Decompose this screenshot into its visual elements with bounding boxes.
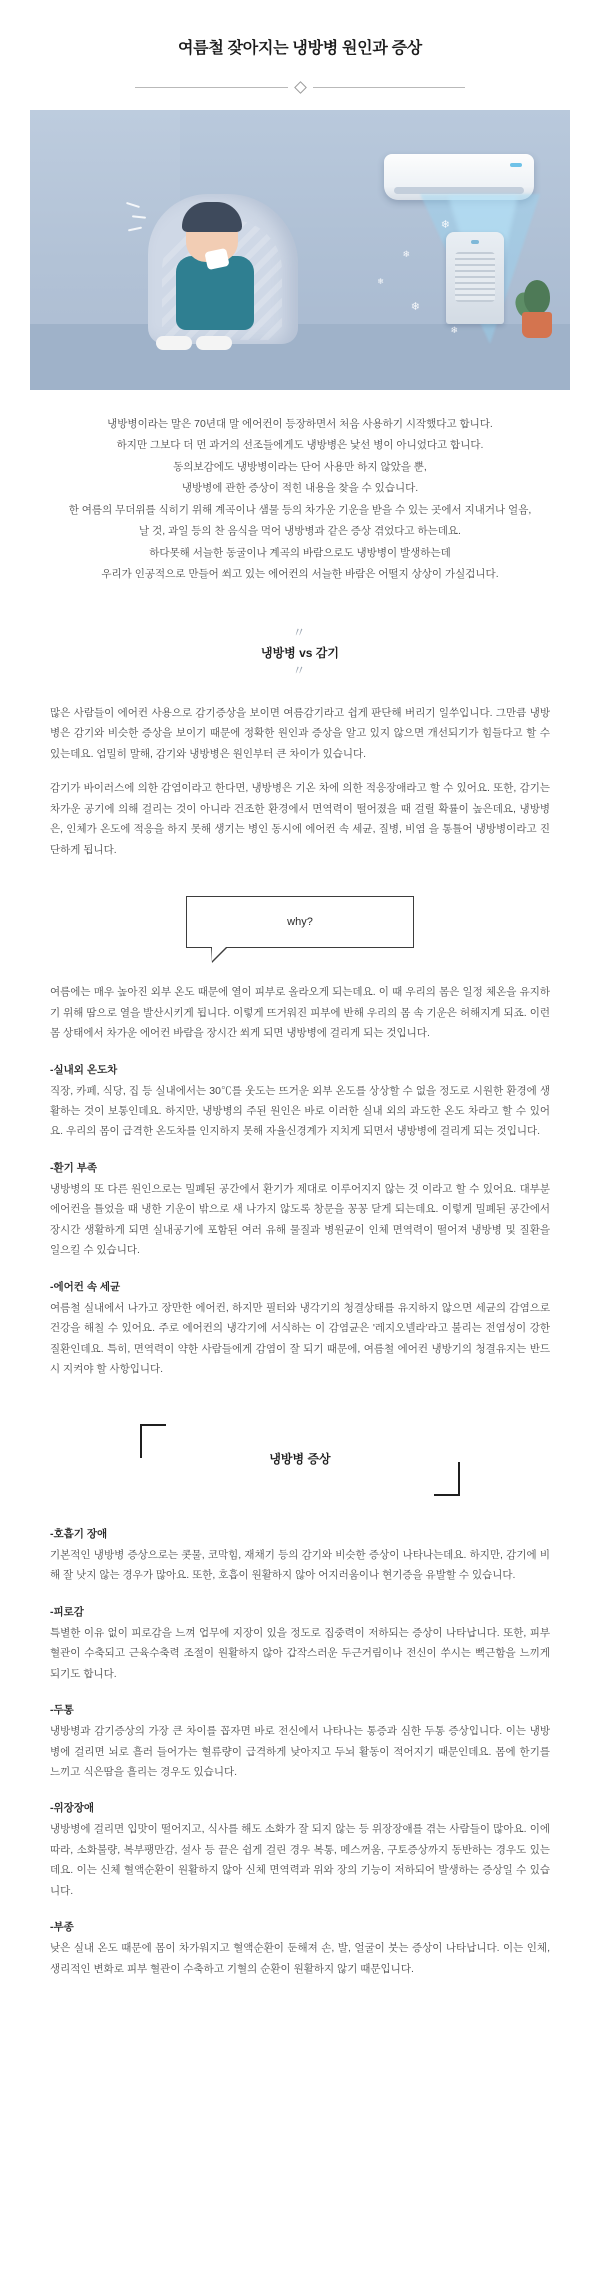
lead-line: 한 여름의 무더위를 식히기 위해 계곡이나 샘물 등의 차가운 기운을 받을 수 있는 곳에서 지내거나 얼음, [68,503,532,516]
hero-illustration [30,110,570,390]
cause-body-2: 냉방병의 또 다른 원인으로는 밀폐된 공간에서 환기가 제대로 이루어지지 않는 것 이라고 할 수 있어요. 대부분 에어컨을 틀었을 때 냉한 기운이 밖으로 새 나가지 않도록 창문을 꽁꽁 닫게 되는데요. 이렇게 밀폐된 공간에서 장시간 생활하게 되면 실내공기에 포함된 여러 유해 물질과 병원균이 인체 면역력이 떨어져 냉방병 및 질환을 일으킬 수 있습니다. [50,1182,550,1257]
diamond-divider [135,83,465,92]
lead-line: 하지만 그보다 더 먼 과거의 선조들에게도 냉방병은 낯선 병이 아니었다고 합니다. [116,439,484,452]
symptoms-heading-text: 냉방병 증상 [269,1451,331,1466]
symptom-body-1: 기본적인 냉방병 증상으로는 콧물, 코막힘, 재채기 등의 감기와 비슷한 증상이 나타나는데요. 하지만, 감기에 비해 잘 낫지 않는 경우가 많아요. 또한, 호흡이 원활하지 않아 어지러움이나 현기증을 유발할 수 있습니다. [50,1548,550,1582]
quote-open-icon: 〃 [292,624,308,640]
sneeze-lines [126,204,166,240]
why-bubble-text: why? [287,916,313,929]
lead-line: 동의보감에도 냉방병이라는 단어 사용만 하지 않았을 뿐, [173,460,427,473]
symptom-heading-4: -위장장애 [50,1802,95,1815]
plant-pot-icon [522,312,552,338]
snowflake-icon: ❄ [402,248,410,259]
cause-heading-2: -환기 부족 [50,1161,97,1174]
divider-line-right [313,87,466,88]
divider-line-left [135,87,288,88]
diamond-icon [294,81,307,94]
bracket-corner-bottom-right [434,1462,460,1496]
cause-body-3: 여름철 실내에서 나가고 장만한 에어컨, 하지만 필터와 냉각기의 청결상태를 유지하지 않으면 세균의 감염으로 건강을 해칠 수 있어요. 주로 에어컨의 냉각기에 서식하는 이 감염균은 '레지오넬라'라고 불리는 전염성이 강한 질환인데요. 특히, 면역력이 약한 사람들에게 감염이 잘 되기 때문에, 여름철 에어컨 냉방기의 청결유지는 반드시 지켜야 할 사항입니다. [50,1301,550,1376]
cause-heading-3: -에어컨 속 세균 [50,1280,121,1293]
person-shoe [156,336,192,350]
lead-line: 냉방병에 관한 증상이 적힌 내용을 찾을 수 있습니다. [181,482,419,495]
air-purifier-icon [446,232,504,324]
snowflake-icon: ❄ [440,218,450,231]
symptom-body-4: 냉방병에 걸리면 입맛이 떨어지고, 식사를 해도 소화가 잘 되지 않는 등 위장장애를 겪는 사람들이 많아요. 이에 따라, 소화불량, 복부팽만감, 설사 등 끝은 쉽게 걸린 경우 복통, 메스꺼움, 구토증상까지 동반하는 경우도 있는데요. 이는 신체 혈액순환이 원활하지 않아 신체 면역력과 위와 장의 기능이 저하되어 발생하는 증상일 수 있습니다. [50,1823,550,1897]
lead-text [50,414,550,586]
snowflake-icon: ❄ [410,300,420,313]
snowflake-icon: ❄ [377,276,384,286]
quote-close-icon: 〃 [292,662,308,678]
purifier-grill [455,252,495,302]
person-shoe [196,336,232,350]
plant-leaf [524,280,550,314]
paragraph: 감기가 바이러스에 의한 감염이라고 한다면, 냉방병은 기온 차에 의한 적응장애라고 할 수 있어요. 또한, 감기는 차가운 공기에 의해 걸리는 것이 아니라 건조한 환경에서 면역력이 떨어졌을 때 걸릴 확률이 높은데요, 냉방병은, 인체가 온도에 적응을 하지 못해 생기는 병인 동시에 에어컨 속 세균, 질병, 비염 을 통틀어 냉방병이라고 진단하게 됩니다. [50,782,550,856]
lead-line: 하다못해 서늘한 동굴이나 계곡의 바람으로도 냉방병이 발생하는데 [149,546,451,559]
paragraph: 여름에는 매우 높아진 외부 온도 때문에 열이 피부로 올라오게 되는데요. 이 때 우리의 몸은 일정 체온을 유지하기 위해 땀으로 열을 발산시키게 됩니다. 이렇게 뜨거워진 피부에 반해 우리의 몸 속 기운은 허해지게 되죠. 이런 몸 상태에서 차가운 에어컨 바람을 장시간 쐬게 되면 냉방병에 걸리게 되는 것입니다. [50,986,550,1040]
article-page [0,11,600,2010]
symptom-body-3: 냉방병과 감기증상의 가장 큰 차이를 꼽자면 바로 전신에서 나타나는 통증과 심한 두통 증상입니다. 이는 냉방병에 걸리면 뇌로 흘러 들어가는 혈류량이 급격하게 낮아지고 두뇌 활동이 적어지기 때문인데요. 몸에 한기를 느끼고 식은땀을 흘리는 경우도 있습니다. [50,1725,550,1778]
ac-led-icon [510,163,522,167]
section-heading-vs [0,626,600,677]
cause-body-1: 직장, 카페, 식당, 집 등 실내에서는 30℃를 웃도는 뜨거운 외부 온도를 상상할 수 없을 정도로 시원한 환경에 생활하는 것이 보통인데요. 하지만, 냉방병의 주된 원인은 바로 이러한 실내 외의 과도한 온도 차라고 할 수 있어요. 우리의 몸이 급격한 온도차를 인지하지 못해 자율신경계가 지치게 되면서 냉방병에 걸리게 되는 것입니다. [50,1084,550,1138]
symptom-heading-5: -부종 [50,1921,74,1934]
symptom-body-5: 낮은 실내 온도 때문에 몸이 차가워지고 혈액순환이 둔해져 손, 발, 얼굴이 붓는 증상이 나타납니다. 이는 인체, 생리적인 변화로 피부 혈관이 수축하고 기혈의 순환이 원활하지 않기 때문입니다. [50,1942,550,1975]
symptom-heading-2: -피로감 [50,1605,84,1618]
why-bubble [186,896,414,948]
paragraph: 많은 사람들이 에어컨 사용으로 감기증상을 보이면 여름감기라고 쉽게 판단해 버리기 일쑤입니다. 그만큼 냉방병은 감기와 비슷한 증상을 보이기 때문에 정확한 원인과 증상을 알고 있지 않으면 개선되기가 힘들다고 할 수 있는데요. 엄밀히 말해, 감기와 냉방병은 원인부터 큰 차이가 있습니다. [50,706,550,760]
vs-heading-text: 냉방병 vs 감기 [261,645,339,660]
symptom-heading-1: -호흡기 장애 [50,1527,108,1540]
snowflake-icon: ❄ [450,324,458,335]
page-title: 여름철 잦아지는 냉방병 원인과 증상 [178,39,422,57]
symptom-heading-3: -두통 [50,1704,74,1717]
lead-line: 우리가 인공적으로 만들어 쐬고 있는 에어컨의 서늘한 바람은 어떨지 상상이 가실겁니다. [101,568,499,581]
section-heading-symptoms [140,1424,460,1496]
cause-heading-1: -실내외 온도차 [50,1063,118,1076]
purifier-indicator-icon [471,240,479,244]
symptom-body-2: 특별한 이유 없이 피로감을 느껴 업무에 지장이 있을 정도로 집중력이 저하되는 증상이 나타납니다. 또한, 피부 혈관이 수축되고 근육수축력 조절이 원활하지 않아 갑작스러운 두근거림이나 전신이 쑤시는 뻑근함을 느끼게 되기도 합니다. [50,1626,550,1680]
lead-line: 날 것, 과일 등의 찬 음식을 먹어 냉방병과 같은 증상 겪었다고 하는데요. [139,525,461,538]
lead-line: 냉방병이라는 말은 70년대 말 에어컨이 등장하면서 처음 사용하기 시작했다고 합니다. [107,417,493,430]
why-bubble-wrap [50,896,550,948]
